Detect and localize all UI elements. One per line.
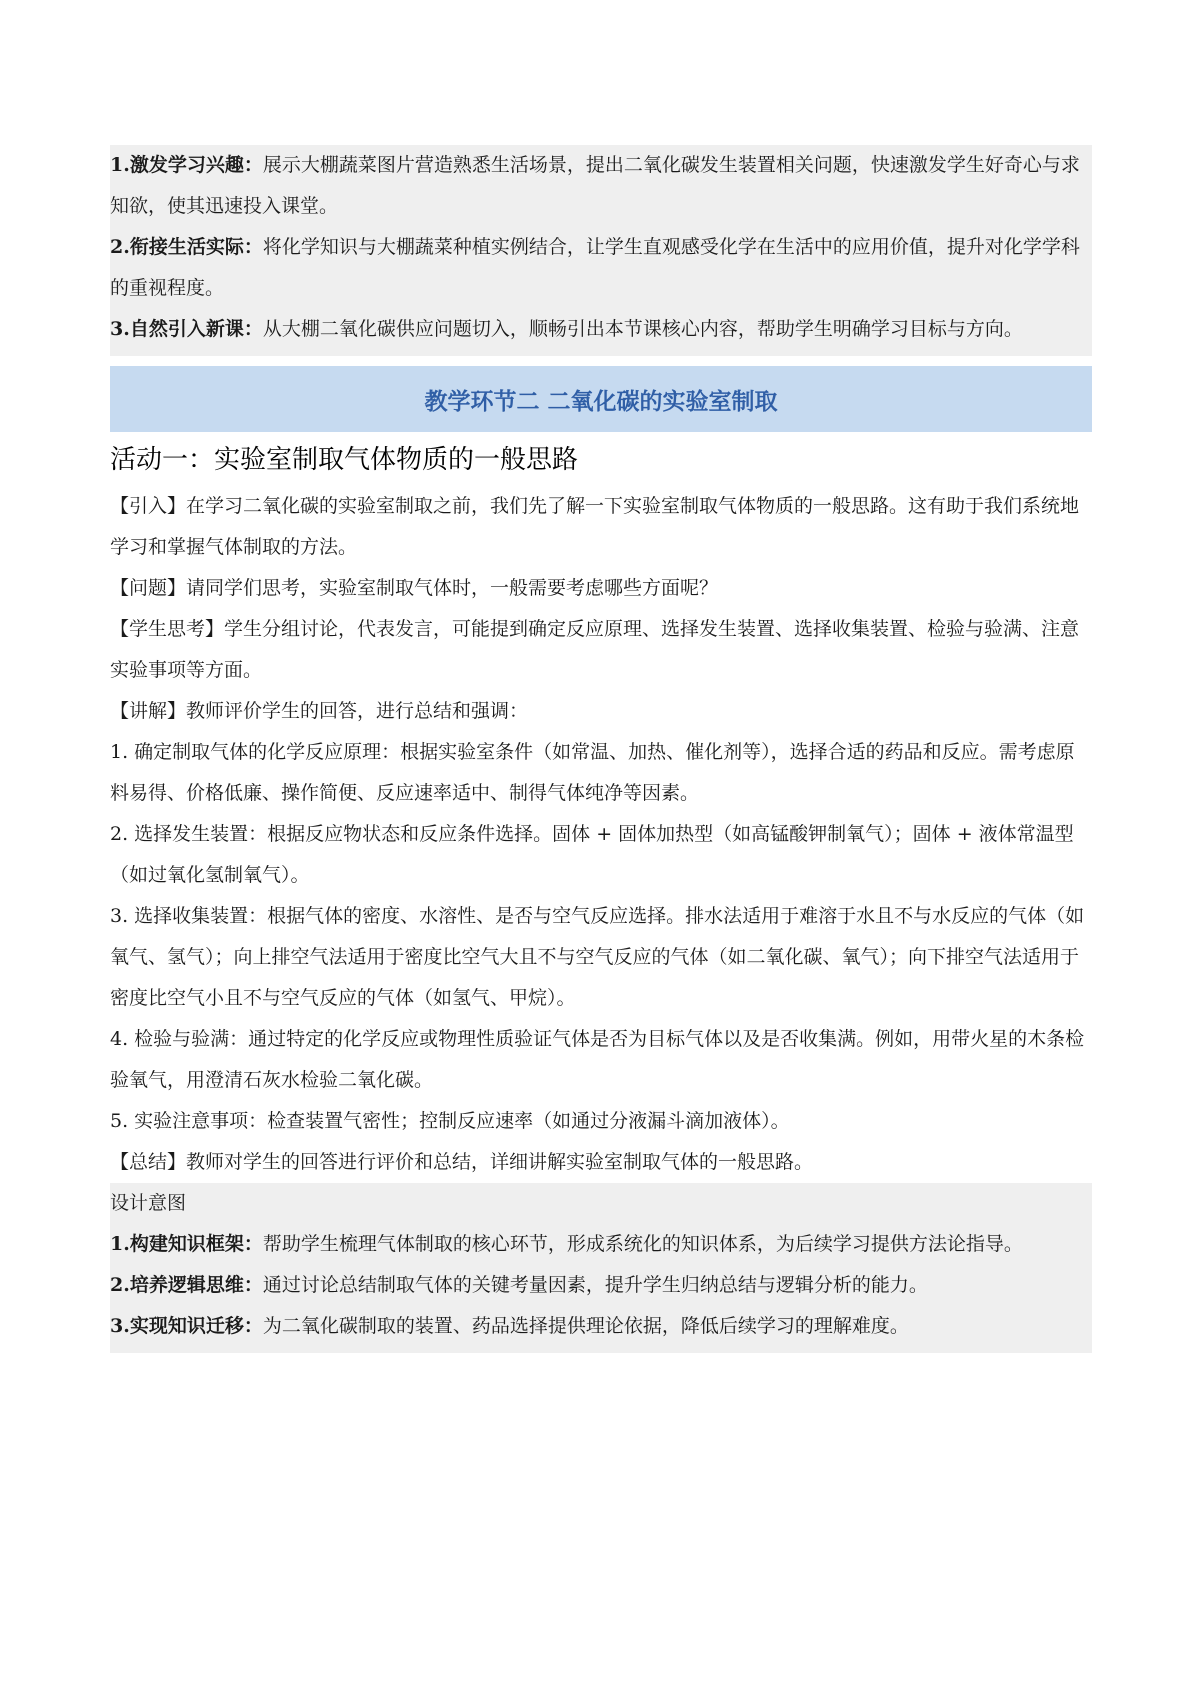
- content-column: [110, 145, 1092, 1353]
- question-paragraph: [110, 568, 1092, 609]
- point-item: 1. 确定制取气体的化学反应原理：根据实验室条件（如常温、加热、催化剂等），选择合适的药品和反应。需考虑原料易得、价格低廉、操作简便、反应速率适中、制得气体纯净等因素。: [110, 741, 1075, 804]
- summary-tag: 【总结】: [110, 1151, 187, 1173]
- question-text: 请同学们思考，实验室制取气体时，一般需要考虑哪些方面呢？: [186, 577, 719, 599]
- intent-item-label: 1.构建知识框架：: [110, 1233, 263, 1255]
- intent-item: [110, 1224, 1092, 1265]
- thinking-text: 学生分组讨论，代表发言，可能提到确定反应原理、选择发生装置、选择收集装置、检验与验满、注意实验事项等方面。: [110, 618, 1080, 681]
- explain-tag: 【讲解】: [110, 700, 187, 722]
- question-tag: 【问题】: [110, 577, 187, 599]
- intent-item: [110, 227, 1092, 309]
- explain-paragraph: [110, 691, 1092, 732]
- intent-item-label: 1.激发学习兴趣：: [110, 154, 263, 176]
- explain-text: 教师评价学生的回答，进行总结和强调：: [186, 700, 529, 722]
- point-item: 2. 选择发生装置：根据反应物状态和反应条件选择。固体 + 固体加热型（如高锰酸钾制氧气）；固体 + 液体常温型（如过氧化氢制氧气）。: [110, 823, 1074, 886]
- activity-title: 活动一：实验室制取气体物质的一般思路: [110, 445, 579, 475]
- point-item: 3. 选择收集装置：根据气体的密度、水溶性、是否与空气反应选择。排水法适用于难溶于水且不与水反应的气体（如氧气、氢气）；向上排空气法适用于密度比空气大且不与空气反应的气体（如二氧化碳、氧气）；向下排空气法适用于密度比空气小且不与空气反应的气体（如氢气、甲烷）。: [110, 905, 1085, 1009]
- intent-item: [110, 309, 1092, 350]
- section-title: 教学环节二 二氧化碳的实验室制取: [424, 388, 778, 415]
- intent-item-label: 3.实现知识迁移：: [110, 1315, 263, 1337]
- summary-text: 教师对学生的回答进行评价和总结，详细讲解实验室制取气体的一般思路。: [186, 1151, 814, 1173]
- intent-item: [110, 145, 1092, 227]
- intent-item-text: 从大棚二氧化碳供应问题切入，顺畅引出本节课核心内容，帮助学生明确学习目标与方向。: [262, 318, 1023, 340]
- intent-item-text: 将化学知识与大棚蔬菜种植实例结合，让学生直观感受化学在生活中的应用价值，提升对化学学科的重视程度。: [110, 236, 1080, 299]
- section-header-bar: [110, 366, 1092, 432]
- intro-tag: 【引入】: [110, 495, 187, 517]
- intent-item-label: 2.培养逻辑思维：: [110, 1274, 263, 1296]
- intent-item-label: 3.自然引入新课：: [110, 318, 263, 340]
- intent-item-label: 2.衔接生活实际：: [110, 236, 263, 258]
- intent-item: [110, 1265, 1092, 1306]
- intent-item-text: 帮助学生梳理气体制取的核心环节，形成系统化的知识体系，为后续学习提供方法论指导。: [262, 1233, 1023, 1255]
- design-intent-block-1: [110, 145, 1092, 356]
- design-intent-block-2: [110, 1183, 1092, 1353]
- design-intent-heading: 设计意图: [110, 1192, 187, 1214]
- point-item: 4. 检验与验满：通过特定的化学反应或物理性质验证气体是否为目标气体以及是否收集满。例如，用带火星的木条检验氧气，用澄清石灰水检验二氧化碳。: [110, 1028, 1085, 1091]
- summary-paragraph: [110, 1142, 1092, 1183]
- intent-item: [110, 1306, 1092, 1347]
- intro-text: 在学习二氧化碳的实验室制取之前，我们先了解一下实验室制取气体物质的一般思路。这有助于我们系统地学习和掌握气体制取的方法。: [110, 495, 1080, 558]
- intent-item-text: 展示大棚蔬菜图片营造熟悉生活场景，提出二氧化碳发生装置相关问题，快速激发学生好奇心与求知欲，使其迅速投入课堂。: [110, 154, 1080, 217]
- intent-item-text: 为二氧化碳制取的装置、药品选择提供理论依据，降低后续学习的理解难度。: [262, 1315, 909, 1337]
- intent-item-text: 通过讨论总结制取气体的关键考量因素，提升学生归纳总结与逻辑分析的能力。: [262, 1274, 928, 1296]
- thinking-paragraph: [110, 609, 1092, 691]
- thinking-tag: 【学生思考】: [110, 618, 225, 640]
- intro-paragraph: [110, 486, 1092, 568]
- point-item: 5. 实验注意事项：检查装置气密性；控制反应速率（如通过分液漏斗滴加液体）。: [110, 1110, 790, 1132]
